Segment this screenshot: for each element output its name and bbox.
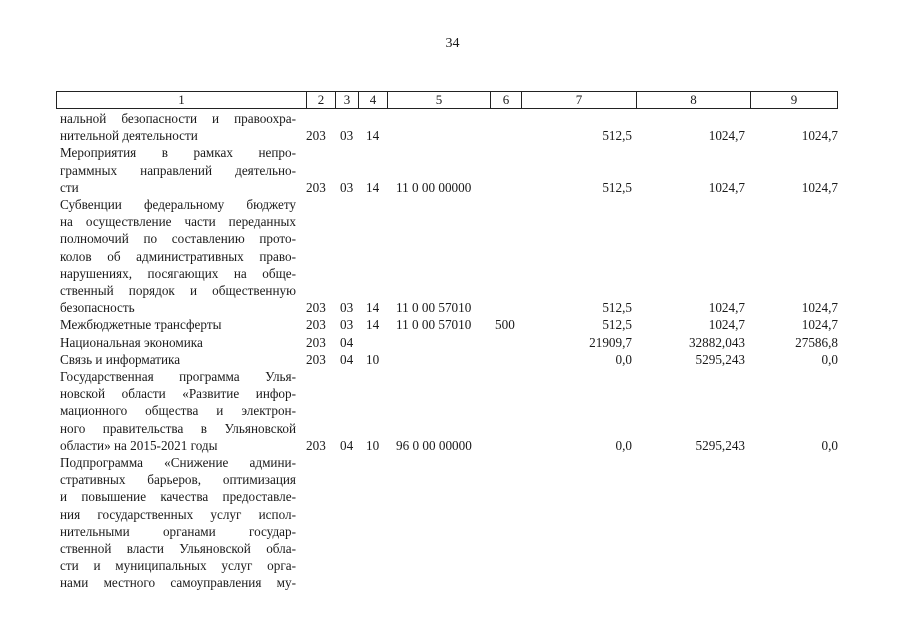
- table-row: [0, 144, 905, 196]
- cell-col-4: 10: [366, 351, 380, 367]
- header-col-4: 4: [359, 92, 388, 108]
- cell-col-2: 203: [306, 128, 326, 144]
- table-row: [0, 454, 905, 592]
- cell-col-9: 1024,7: [801, 317, 838, 333]
- row-description: [60, 316, 296, 333]
- description-line: нительными органами государ-: [60, 523, 296, 539]
- description-line: Субвенции федеральному бюджету: [60, 197, 296, 212]
- cell-col-9: 1024,7: [801, 128, 838, 144]
- cell-col-5: 11 0 00 57010: [396, 300, 472, 316]
- description-line: нальной безопасности и правоохра-: [60, 111, 296, 126]
- cell-col-7: 512,5: [602, 128, 632, 144]
- description-line: ственный порядок и общественную: [60, 282, 296, 298]
- cell-col-2: 203: [306, 437, 326, 453]
- cell-col-5: 11 0 00 00000: [396, 179, 472, 195]
- cell-col-9: 27586,8: [795, 334, 838, 350]
- description-line: на осуществление части переданных: [60, 214, 296, 230]
- row-description: [60, 351, 296, 368]
- cell-col-7: 512,5: [602, 179, 632, 195]
- cell-col-3: 03: [340, 317, 354, 333]
- cell-col-2: 203: [306, 179, 326, 195]
- description-line: новской области «Развитие инфор-: [60, 386, 296, 402]
- cell-col-8: 1024,7: [708, 317, 745, 333]
- description-line: ственной власти Ульяновской обла-: [60, 540, 296, 556]
- description-line: нарушениях, посягающих на обще-: [60, 265, 296, 281]
- table-row: [0, 110, 905, 144]
- cell-col-9: 0,0: [821, 351, 838, 367]
- description-line: Мероприятия в рамках непро-: [60, 145, 296, 161]
- description-line: и повышение качества предоставле-: [60, 489, 296, 505]
- row-description: [60, 454, 296, 592]
- description-line: Связь и информатика: [60, 351, 181, 367]
- cell-col-4: 14: [366, 179, 380, 195]
- description-line: Национальная экономика: [60, 334, 203, 350]
- header-col-3: 3: [336, 92, 359, 108]
- row-description: [60, 196, 296, 316]
- description-line: Государственная программа Улья-: [60, 369, 296, 384]
- description-line: нами местного самоуправления му-: [60, 575, 296, 591]
- cell-col-4: 10: [366, 437, 380, 453]
- cell-col-9: 1024,7: [801, 179, 838, 195]
- cell-col-7: 0,0: [615, 351, 632, 367]
- cell-col-6: 500: [495, 317, 515, 333]
- cell-col-8: 32882,043: [688, 334, 745, 350]
- header-col-6: 6: [491, 92, 522, 108]
- cell-col-4: 14: [366, 317, 380, 333]
- cell-col-8: 1024,7: [708, 300, 745, 316]
- table-row: [0, 368, 905, 454]
- description-line: стративных барьеров, оптимизация: [60, 472, 296, 488]
- cell-col-8: 1024,7: [708, 179, 745, 195]
- cell-col-9: 1024,7: [801, 300, 838, 316]
- header-col-5: 5: [388, 92, 491, 108]
- description-line: ного правительства в Ульяновской: [60, 420, 296, 436]
- cell-col-2: 203: [306, 351, 326, 367]
- description-line: ния государственных услуг испол-: [60, 506, 296, 522]
- table-header: [56, 91, 838, 109]
- cell-col-4: 14: [366, 128, 380, 144]
- description-line: сти: [60, 179, 79, 195]
- description-line: полномочий по составлению прото-: [60, 231, 296, 247]
- cell-col-4: 14: [366, 300, 380, 316]
- description-line: безопасность: [60, 300, 135, 316]
- cell-col-5: 96 0 00 00000: [396, 437, 472, 453]
- description-line: Подпрограмма «Снижение админи-: [60, 455, 296, 470]
- description-line: сти и муниципальных услуг орга-: [60, 558, 296, 574]
- description-line: нительной деятельности: [60, 128, 198, 144]
- row-description: [60, 368, 296, 454]
- table-row: [0, 316, 905, 333]
- row-description: [60, 334, 296, 351]
- cell-col-3: 04: [340, 437, 354, 453]
- row-description: [60, 110, 296, 144]
- description-line: граммных направлений деятельно-: [60, 162, 296, 178]
- header-col-9: 9: [790, 92, 798, 107]
- cell-col-3: 04: [340, 351, 354, 367]
- cell-col-8: 5295,243: [695, 437, 745, 453]
- cell-col-2: 203: [306, 334, 326, 350]
- cell-col-7: 512,5: [602, 300, 632, 316]
- cell-col-8: 1024,7: [708, 128, 745, 144]
- header-col-1: 1: [57, 92, 307, 108]
- table-row: [0, 196, 905, 316]
- header-col-2: 2: [307, 92, 336, 108]
- cell-col-7: 512,5: [602, 317, 632, 333]
- cell-col-9: 0,0: [821, 437, 838, 453]
- table-row: [0, 351, 905, 368]
- cell-col-3: 04: [340, 334, 354, 350]
- page-number: 34: [445, 36, 460, 51]
- row-description: [60, 144, 296, 196]
- description-line: Межбюджетные трансферты: [60, 317, 222, 333]
- cell-col-3: 03: [340, 128, 354, 144]
- table-row: [0, 334, 905, 351]
- header-col-7: 7: [522, 92, 637, 108]
- description-line: колов об административных право-: [60, 248, 296, 264]
- cell-col-7: 21909,7: [589, 334, 632, 350]
- description-line: мационного общества и электрон-: [60, 403, 296, 419]
- cell-col-3: 03: [340, 300, 354, 316]
- cell-col-5: 11 0 00 57010: [396, 317, 472, 333]
- cell-col-2: 203: [306, 300, 326, 316]
- cell-col-7: 0,0: [615, 437, 632, 453]
- cell-col-2: 203: [306, 317, 326, 333]
- cell-col-8: 5295,243: [695, 351, 745, 367]
- cell-col-3: 03: [340, 179, 354, 195]
- description-line: области» на 2015-2021 годы: [60, 437, 218, 453]
- header-col-8: 8: [637, 92, 751, 108]
